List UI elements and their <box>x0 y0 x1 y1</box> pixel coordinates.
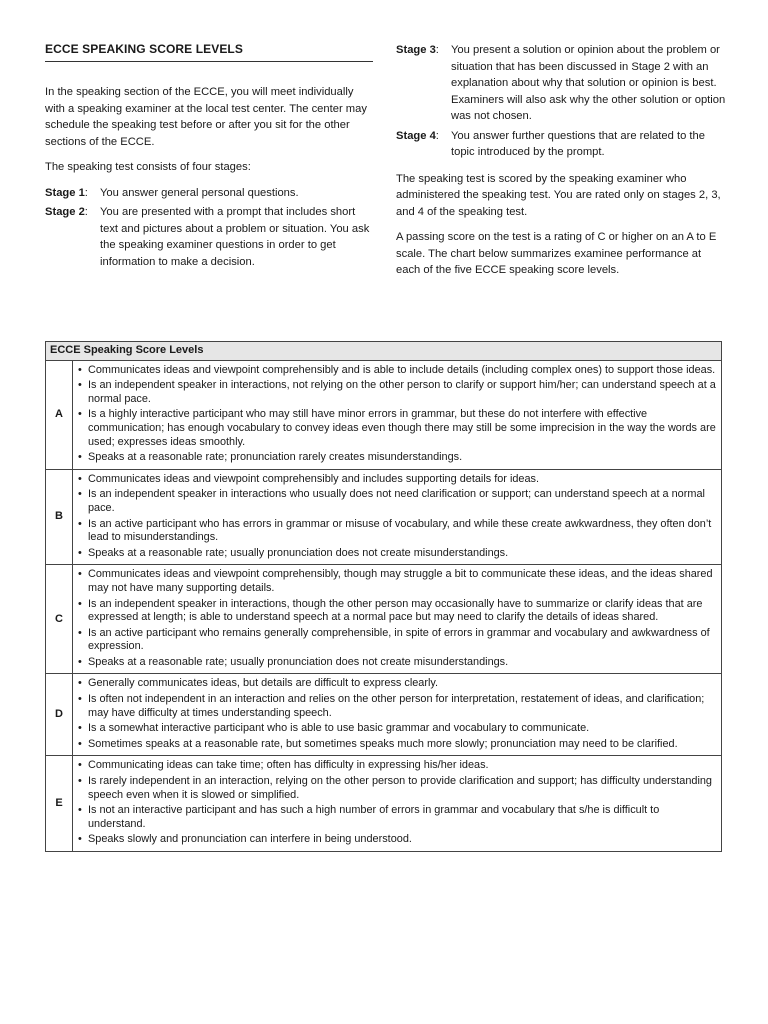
descriptor-item: • Speaks at a reasonable rate; usually pronunciation does not create misunderstandings. <box>76 547 717 561</box>
stage-2 <box>45 204 373 270</box>
score-grade: B <box>46 469 73 565</box>
descriptor-list <box>76 759 717 847</box>
descriptor-item: • Is an independent speaker in interactions, though the other person may occasionally have to summarize or clarify ideas that are expressed at length; is able to understand speech at a normal pace but may need to clarify the details of ideas shared. <box>76 598 717 625</box>
descriptor-item: • Generally communicates ideas, but details are difficult to express clearly. <box>76 677 717 691</box>
score-grade: C <box>46 565 73 674</box>
score-level-row <box>46 756 722 852</box>
page-title: ECCE SPEAKING SCORE LEVELS <box>45 42 373 62</box>
score-description <box>73 565 722 674</box>
score-grade: A <box>46 360 73 469</box>
descriptor-item: • Speaks at a reasonable rate; pronunciation rarely creates misunderstandings. <box>76 451 717 465</box>
descriptor-item: • Is a highly interactive participant who may still have minor errors in grammar, but these do not interfere with effective communication; has enough vocabulary to convey ideas even though there may still be some imprecision in the way the words are used; expresses ideas smoothly. <box>76 408 717 449</box>
stage-1 <box>45 185 373 202</box>
descriptor-item: • Communicating ideas can take time; often has difficulty in expressing his/her ideas. <box>76 759 717 773</box>
descriptor-item: • Is an active participant who has errors in grammar or misuse of vocabulary, and while these create awkwardness, they often don’t lead to misunderstandings. <box>76 518 717 545</box>
score-description <box>73 360 722 469</box>
descriptor-item: • Communicates ideas and viewpoint comprehensibly and is able to include details (including complex ones) to support those ideas. <box>76 364 717 378</box>
left-column <box>45 42 373 273</box>
intro-paragraph: In the speaking section of the ECCE, you will meet individually with a speaking examiner at the local test center. The center may schedule the speaking test before or after you sit for the other sections of the ECCE. <box>45 86 367 148</box>
score-description <box>73 469 722 565</box>
descriptor-item: • Is often not independent in an interaction and relies on the other person for interpretation, restatement of ideas, and clarification; may have difficulty at times understanding speech. <box>76 693 717 720</box>
descriptor-item: • Is an independent speaker in interactions who usually does not need clarification or support; can understand speech at a normal pace. <box>76 488 717 515</box>
score-level-row <box>46 565 722 674</box>
descriptor-item: • Speaks at a reasonable rate; usually pronunciation does not create misunderstandings. <box>76 656 717 670</box>
table-header-row <box>46 342 722 361</box>
stage-label: Stage 4: <box>396 129 439 142</box>
score-description <box>73 674 722 756</box>
stage-label: Stage 2: <box>45 206 88 218</box>
stage-4 <box>396 128 726 161</box>
score-grade: D <box>46 674 73 756</box>
score-level-row <box>46 674 722 756</box>
stage-text: You answer general personal questions. <box>100 186 299 199</box>
stage-text: You answer further questions that are related to the topic introduced by the prompt. <box>451 129 705 158</box>
descriptor-item: • Is rarely independent in an interaction, relying on the other person to provide clarification and support; has difficulty understanding speech even when it is slowed or simplified. <box>76 775 717 802</box>
descriptor-list <box>76 364 717 465</box>
scoring-paragraph: The speaking test is scored by the speaking examiner who administered the speaking test. You are rated only on stages 2, 3, and 4 of the speaking test. <box>396 172 721 218</box>
descriptor-item: • Is an active participant who remains generally comprehensible, in spite of errors in grammar and vocabulary and awkwardness of expression. <box>76 627 717 654</box>
descriptor-item: • Communicates ideas and viewpoint comprehensibly, though may struggle a bit to communicate these ideas, and the ideas shared may not have many supporting details. <box>76 568 717 595</box>
stage-label: Stage 1: <box>45 186 88 199</box>
descriptor-item: • Is not an interactive participant and has such a high number of errors in grammar and vocabulary that s/he is difficult to understand. <box>76 804 717 831</box>
descriptor-list <box>76 568 717 669</box>
score-levels-table <box>45 341 722 852</box>
stage-label: Stage 3: <box>396 44 439 56</box>
descriptor-item: • Sometimes speaks at a reasonable rate, but sometimes speaks much more slowly; pronunciation may need to be clarified. <box>76 738 717 752</box>
passing-paragraph: A passing score on the test is a rating of C or higher on an A to E scale. The chart below summarizes examinee performance at each of the five ECCE speaking score levels. <box>396 231 717 276</box>
stages-intro: The speaking test consists of four stages: <box>45 161 251 173</box>
stage-3 <box>396 42 726 125</box>
stage-text: You are presented with a prompt that includes short text and pictures about a problem or situation. You ask the speaking examiner questions in order to get information to make a decision. <box>100 206 370 268</box>
right-column <box>396 42 726 288</box>
descriptor-item: • Is an independent speaker in interactions, not relying on the other person to clarify or support him/her; can understand speech at a normal pace. <box>76 379 717 406</box>
score-level-row <box>46 469 722 565</box>
descriptor-item: • Communicates ideas and viewpoint comprehensibly and includes supporting details for ideas. <box>76 473 717 487</box>
score-grade: E <box>46 756 73 852</box>
table-body <box>46 360 722 851</box>
descriptor-item: • Is a somewhat interactive participant who is able to use basic grammar and vocabulary to communicate. <box>76 722 717 736</box>
descriptor-list <box>76 473 717 561</box>
table-header: ECCE Speaking Score Levels <box>46 342 722 361</box>
stage-text: You present a solution or opinion about the problem or situation that has been discussed in Stage 2 with an explanation about why that solution or opinion is best. Examiners will also ask why the other solution or option was not chosen. <box>451 44 726 122</box>
descriptor-item: • Speaks slowly and pronunciation can interfere in being understood. <box>76 833 717 847</box>
score-level-row <box>46 360 722 469</box>
descriptor-list <box>76 677 717 751</box>
score-description <box>73 756 722 852</box>
